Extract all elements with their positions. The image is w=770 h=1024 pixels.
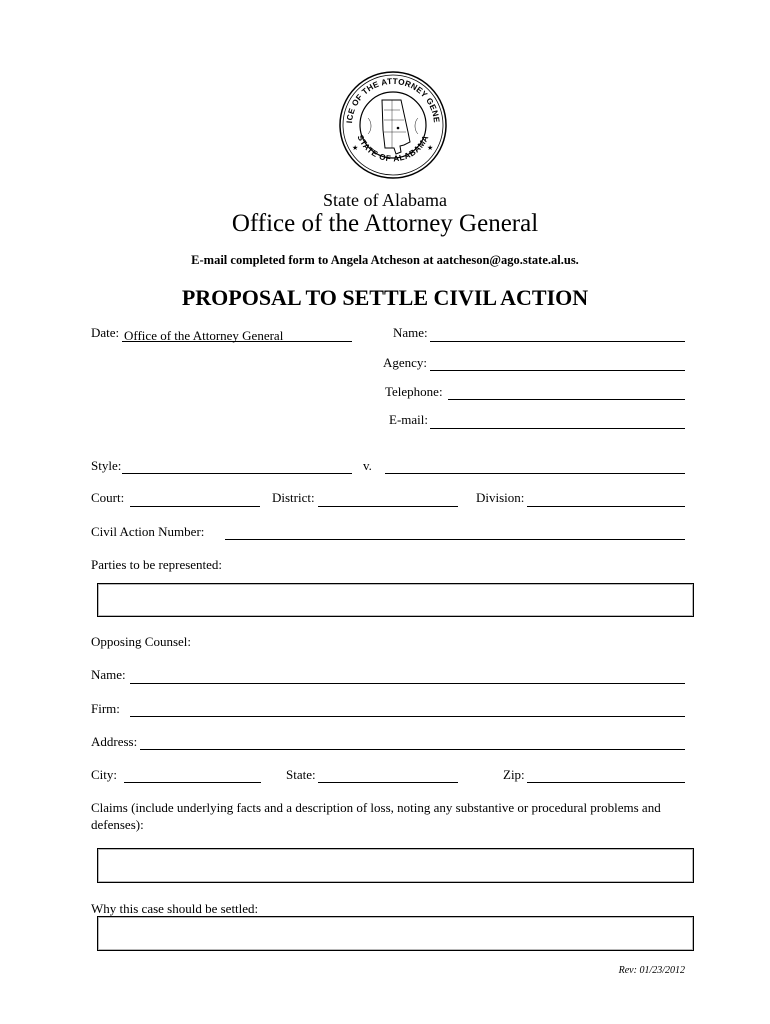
oc-firm-field[interactable] [130,702,685,717]
agency-label: Agency: [383,355,428,370]
email-instruction: E-mail completed form to Angela Atcheson at aatcheson@ago.state.al.us. [191,253,579,267]
date-value: Office of the Attorney General [124,328,284,343]
office-name: Office of the Attorney General [231,210,539,237]
why-settle-label: Why this case should be settled: [91,901,259,916]
style-defendant-field[interactable] [385,459,685,474]
oc-zip-field[interactable] [527,768,685,783]
email-field[interactable] [430,414,685,429]
name-label: Name: [393,325,428,340]
date-field[interactable] [122,327,352,342]
svg-text:OFFICE OF THE ATTORNEY GENERAL: ICE OF THE ATTORNEY GENE [345,76,441,124]
claims-textbox[interactable] [97,848,694,883]
name-field[interactable] [430,327,685,342]
oc-name-label: Name: [91,667,126,682]
district-label: District: [272,490,315,505]
why-settle-textbox[interactable] [97,916,694,951]
email-label: E-mail: [389,412,428,427]
style-plaintiff-field[interactable] [122,459,352,474]
oc-city-field[interactable] [124,768,261,783]
opposing-counsel-heading: Opposing Counsel: [91,634,192,649]
civil-action-field[interactable] [225,525,685,540]
revision-date: Rev: 01/23/2012 [618,965,685,976]
oc-state-label: State: [286,767,316,782]
versus-label: v. [363,458,372,473]
date-label: Date: [91,325,120,340]
oc-zip-label: Zip: [503,767,525,782]
form-title: PROPOSAL TO SETTLE CIVIL ACTION [181,285,589,310]
division-field[interactable] [527,492,685,507]
court-label: Court: [91,490,125,505]
division-label: Division: [476,490,525,505]
telephone-label: Telephone: [385,384,443,399]
oc-address-label: Address: [91,734,138,749]
svg-text:STATE OF ALABAMA: STATE OF ALABAMA [355,133,431,164]
oc-state-field[interactable] [318,768,458,783]
attorney-general-seal [338,70,448,180]
agency-field[interactable] [430,356,685,371]
state-name: State of Alabama [323,190,447,210]
civil-action-label: Civil Action Number: [91,524,205,539]
style-label: Style: [91,458,122,473]
district-field[interactable] [318,492,458,507]
claims-label: Claims (include underlying facts and a description of loss, noting any substantive or procedural problems and defenses): [91,800,661,832]
parties-label: Parties to be represented: [91,557,223,572]
oc-address-field[interactable] [140,735,685,750]
oc-city-label: City: [91,767,118,782]
svg-text:★: ★ [427,144,434,152]
parties-textbox[interactable] [97,583,694,617]
svg-text:★: ★ [352,144,359,152]
oc-firm-label: Firm: [91,701,120,716]
court-field[interactable] [130,492,260,507]
oc-name-field[interactable] [130,669,685,684]
telephone-field[interactable] [448,385,685,400]
